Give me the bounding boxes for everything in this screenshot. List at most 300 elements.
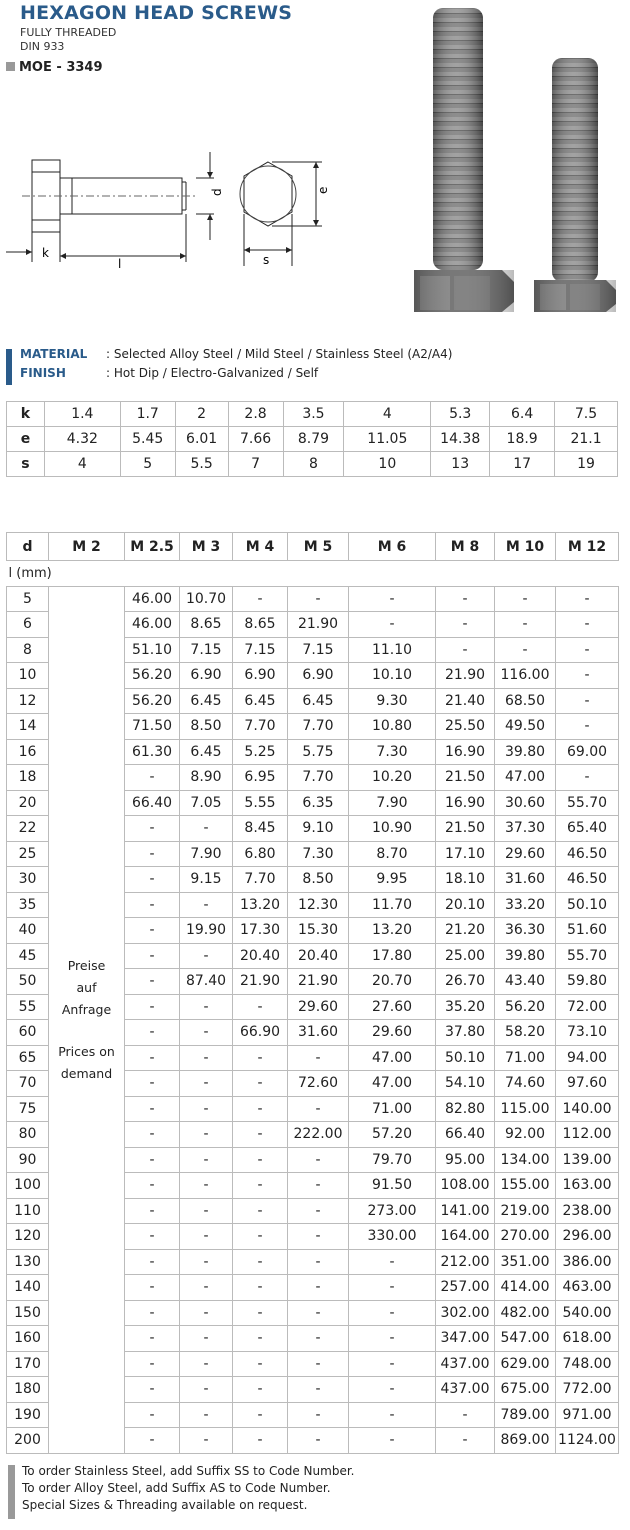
price-cell: 56.20 xyxy=(495,994,556,1020)
price-cell: 61.30 xyxy=(125,739,180,765)
length-cell: 6 xyxy=(7,612,49,638)
price-cell: 547.00 xyxy=(495,1326,556,1352)
price-cell: 219.00 xyxy=(495,1198,556,1224)
price-cell: 36.30 xyxy=(495,918,556,944)
price-cell: - xyxy=(180,1020,233,1046)
price-cell: 94.00 xyxy=(556,1045,619,1071)
dimension-cell: 8 xyxy=(283,452,344,477)
price-cell: - xyxy=(233,1351,288,1377)
price-cell: 7.70 xyxy=(233,867,288,893)
footer-note: Special Sizes & Threading available on request. xyxy=(22,1498,308,1512)
dimension-cell: 8.79 xyxy=(283,427,344,452)
price-cell: 141.00 xyxy=(436,1198,495,1224)
price-cell: 112.00 xyxy=(556,1122,619,1148)
price-cell: - xyxy=(233,1300,288,1326)
dimension-row-label: s xyxy=(7,452,45,477)
price-cell: 21.90 xyxy=(288,969,349,995)
price-cell: - xyxy=(233,1122,288,1148)
length-cell: 65 xyxy=(7,1045,49,1071)
dimension-row xyxy=(7,452,618,477)
price-cell: 65.40 xyxy=(556,816,619,842)
price-cell: 66.40 xyxy=(125,790,180,816)
price-cell: - xyxy=(180,1428,233,1454)
footer-notes xyxy=(8,1463,622,1514)
price-cell: - xyxy=(125,1249,180,1275)
price-cell: 71.00 xyxy=(349,1096,436,1122)
dimension-cell: 5.5 xyxy=(175,452,228,477)
price-cell: - xyxy=(288,1045,349,1071)
length-cell: 8 xyxy=(7,637,49,663)
dimension-cell: 5.45 xyxy=(120,427,175,452)
price-cell: - xyxy=(556,637,619,663)
spec-row-finish xyxy=(20,366,318,380)
price-cell: 72.00 xyxy=(556,994,619,1020)
price-cell: 16.90 xyxy=(436,739,495,765)
price-cell: 7.30 xyxy=(349,739,436,765)
price-cell: 33.20 xyxy=(495,892,556,918)
price-cell: 11.70 xyxy=(349,892,436,918)
length-cell: 10 xyxy=(7,663,49,689)
price-cell: 43.40 xyxy=(495,969,556,995)
price-cell: - xyxy=(180,1249,233,1275)
price-cell: 10.90 xyxy=(349,816,436,842)
dimension-cell: 17 xyxy=(490,452,555,477)
price-cell: 540.00 xyxy=(556,1300,619,1326)
price-cell: - xyxy=(288,1300,349,1326)
length-cell: 40 xyxy=(7,918,49,944)
dimension-cell: 3.5 xyxy=(283,402,344,427)
price-cell: - xyxy=(288,586,349,612)
price-cell: 9.95 xyxy=(349,867,436,893)
length-cell: 140 xyxy=(7,1275,49,1301)
price-cell: 66.40 xyxy=(436,1122,495,1148)
price-cell: - xyxy=(233,1275,288,1301)
price-cell: - xyxy=(125,1224,180,1250)
price-cell: 79.70 xyxy=(349,1147,436,1173)
price-cell: 17.30 xyxy=(233,918,288,944)
price-cell: 273.00 xyxy=(349,1198,436,1224)
price-cell: 6.90 xyxy=(288,663,349,689)
price-cell: 7.70 xyxy=(288,765,349,791)
price-cell: - xyxy=(556,714,619,740)
dimension-cell: 21.1 xyxy=(555,427,618,452)
price-cell: - xyxy=(180,1351,233,1377)
price-cell: 51.10 xyxy=(125,637,180,663)
note-german: Preise auf Anfrage xyxy=(61,957,112,1017)
price-cell: - xyxy=(233,1147,288,1173)
price-cell: - xyxy=(125,1122,180,1148)
size-column-header: M 10 xyxy=(495,533,556,561)
dimension-cell: 7 xyxy=(228,452,283,477)
product-code xyxy=(6,60,103,75)
price-cell: 8.50 xyxy=(288,867,349,893)
price-cell: 10.20 xyxy=(349,765,436,791)
dimension-cell: 5.3 xyxy=(431,402,490,427)
price-cell: - xyxy=(495,612,556,638)
length-cell: 100 xyxy=(7,1173,49,1199)
price-cell: - xyxy=(180,994,233,1020)
price-cell: - xyxy=(125,994,180,1020)
price-cell: 8.50 xyxy=(180,714,233,740)
price-cell: 437.00 xyxy=(436,1377,495,1403)
dimension-cell: 1.7 xyxy=(120,402,175,427)
length-cell: 130 xyxy=(7,1249,49,1275)
price-table xyxy=(6,532,619,1454)
price-cell: 134.00 xyxy=(495,1147,556,1173)
length-cell: 50 xyxy=(7,969,49,995)
dimension-row xyxy=(7,402,618,427)
price-cell: 20.10 xyxy=(436,892,495,918)
price-cell: 17.10 xyxy=(436,841,495,867)
price-cell: 37.30 xyxy=(495,816,556,842)
price-cell: - xyxy=(495,586,556,612)
price-cell: - xyxy=(436,612,495,638)
price-cell: 55.70 xyxy=(556,943,619,969)
price-cell: 21.50 xyxy=(436,816,495,842)
price-cell: - xyxy=(349,586,436,612)
price-cell: 12.30 xyxy=(288,892,349,918)
price-cell: 91.50 xyxy=(349,1173,436,1199)
length-cell: 150 xyxy=(7,1300,49,1326)
dimension-cell: 2.8 xyxy=(228,402,283,427)
price-cell: 74.60 xyxy=(495,1071,556,1097)
price-cell: - xyxy=(495,637,556,663)
price-cell: 7.90 xyxy=(180,841,233,867)
price-cell: 8.45 xyxy=(233,816,288,842)
spec-label: MATERIAL xyxy=(20,347,88,361)
price-cell: 7.70 xyxy=(288,714,349,740)
price-cell: - xyxy=(180,1173,233,1199)
length-cell: 14 xyxy=(7,714,49,740)
price-cell: 55.70 xyxy=(556,790,619,816)
dimension-cell: 10 xyxy=(344,452,431,477)
price-cell: 9.15 xyxy=(180,867,233,893)
technical-drawing xyxy=(0,140,340,280)
length-cell: 5 xyxy=(7,586,49,612)
dimension-row xyxy=(7,427,618,452)
price-cell: - xyxy=(125,1275,180,1301)
price-cell: - xyxy=(349,1428,436,1454)
size-column-header: M 8 xyxy=(436,533,495,561)
price-cell: 25.00 xyxy=(436,943,495,969)
price-cell: 29.60 xyxy=(349,1020,436,1046)
size-column-header: M 5 xyxy=(288,533,349,561)
length-cell: 80 xyxy=(7,1122,49,1148)
price-cell: 68.50 xyxy=(495,688,556,714)
price-cell: 30.60 xyxy=(495,790,556,816)
price-cell: 6.45 xyxy=(180,688,233,714)
price-cell: - xyxy=(125,816,180,842)
price-cell: 54.10 xyxy=(436,1071,495,1097)
price-cell: 6.80 xyxy=(233,841,288,867)
price-cell: - xyxy=(556,765,619,791)
price-cell: - xyxy=(180,1224,233,1250)
price-cell: - xyxy=(125,1045,180,1071)
price-cell: - xyxy=(180,816,233,842)
price-cell: 39.80 xyxy=(495,943,556,969)
price-cell: 50.10 xyxy=(556,892,619,918)
footer-note: To order Stainless Steel, add Suffix SS to Code Number. xyxy=(22,1464,355,1478)
price-cell: - xyxy=(233,1377,288,1403)
length-cell: 190 xyxy=(7,1402,49,1428)
dimension-cell: 4 xyxy=(344,402,431,427)
price-cell: - xyxy=(180,1300,233,1326)
price-cell: - xyxy=(349,1326,436,1352)
length-cell: 110 xyxy=(7,1198,49,1224)
price-cell: - xyxy=(556,663,619,689)
price-cell: 270.00 xyxy=(495,1224,556,1250)
length-cell: 22 xyxy=(7,816,49,842)
price-cell: 15.30 xyxy=(288,918,349,944)
length-cell: 90 xyxy=(7,1147,49,1173)
price-cell: - xyxy=(125,1326,180,1352)
price-cell: 20.70 xyxy=(349,969,436,995)
price-cell: 8.70 xyxy=(349,841,436,867)
price-cell: - xyxy=(288,1224,349,1250)
corner-cell: d xyxy=(7,533,49,561)
price-cell: 7.90 xyxy=(349,790,436,816)
size-column-header: M 12 xyxy=(556,533,619,561)
price-cell: 95.00 xyxy=(436,1147,495,1173)
length-cell: 12 xyxy=(7,688,49,714)
dimension-cell: 19 xyxy=(555,452,618,477)
price-cell: 351.00 xyxy=(495,1249,556,1275)
price-cell: 47.00 xyxy=(349,1071,436,1097)
price-cell: - xyxy=(125,1402,180,1428)
size-column-header: M 4 xyxy=(233,533,288,561)
price-cell: - xyxy=(180,1377,233,1403)
price-cell: 6.90 xyxy=(180,663,233,689)
price-cell: 49.50 xyxy=(495,714,556,740)
price-cell: - xyxy=(349,1275,436,1301)
price-cell: 21.90 xyxy=(233,969,288,995)
price-cell: - xyxy=(349,1377,436,1403)
price-cell: 20.40 xyxy=(233,943,288,969)
dimension-cell: 5 xyxy=(120,452,175,477)
dimension-row-label: k xyxy=(7,402,45,427)
price-cell: - xyxy=(288,1096,349,1122)
price-cell: 414.00 xyxy=(495,1275,556,1301)
price-cell: 25.50 xyxy=(436,714,495,740)
page-title: HEXAGON HEAD SCREWS xyxy=(20,2,293,24)
price-cell: 21.90 xyxy=(288,612,349,638)
price-cell: - xyxy=(125,867,180,893)
price-cell: 47.00 xyxy=(495,765,556,791)
price-cell: - xyxy=(288,1173,349,1199)
price-cell: 13.20 xyxy=(349,918,436,944)
price-cell: - xyxy=(180,1045,233,1071)
price-header-row xyxy=(7,533,619,561)
length-cell: 75 xyxy=(7,1096,49,1122)
price-cell: 482.00 xyxy=(495,1300,556,1326)
price-cell: 108.00 xyxy=(436,1173,495,1199)
price-cell: 257.00 xyxy=(436,1275,495,1301)
dimension-cell: 7.66 xyxy=(228,427,283,452)
price-cell: - xyxy=(180,1402,233,1428)
price-cell: 6.45 xyxy=(288,688,349,714)
price-cell: 629.00 xyxy=(495,1351,556,1377)
price-cell: 71.00 xyxy=(495,1045,556,1071)
price-cell: 71.50 xyxy=(125,714,180,740)
length-cell: 16 xyxy=(7,739,49,765)
price-cell: - xyxy=(349,612,436,638)
price-cell: - xyxy=(233,1071,288,1097)
price-cell: 222.00 xyxy=(288,1122,349,1148)
product-code-text: MOE - 3349 xyxy=(19,60,103,75)
price-cell: - xyxy=(288,1402,349,1428)
price-cell: 772.00 xyxy=(556,1377,619,1403)
price-cell: - xyxy=(436,586,495,612)
price-cell: 66.90 xyxy=(233,1020,288,1046)
price-cell: 92.00 xyxy=(495,1122,556,1148)
size-column-header: M 6 xyxy=(349,533,436,561)
dimension-cell: 4.32 xyxy=(44,427,120,452)
length-cell: 45 xyxy=(7,943,49,969)
dimension-cell: 18.9 xyxy=(490,427,555,452)
price-cell: 10.10 xyxy=(349,663,436,689)
price-cell: - xyxy=(233,1198,288,1224)
price-cell: 8.65 xyxy=(233,612,288,638)
price-cell: 302.00 xyxy=(436,1300,495,1326)
price-cell: 51.60 xyxy=(556,918,619,944)
dimension-cell: 14.38 xyxy=(431,427,490,452)
footer-note: To order Alloy Steel, add Suffix AS to Code Number. xyxy=(22,1481,331,1495)
price-cell: - xyxy=(436,1402,495,1428)
note-english: Prices on demand xyxy=(58,1043,115,1081)
price-cell: 46.00 xyxy=(125,612,180,638)
page-subtitle: FULLY THREADED xyxy=(20,26,117,39)
price-cell: 164.00 xyxy=(436,1224,495,1250)
price-cell: 21.50 xyxy=(436,765,495,791)
price-cell: - xyxy=(436,637,495,663)
price-cell: 330.00 xyxy=(349,1224,436,1250)
spec-label: FINISH xyxy=(20,366,66,380)
price-cell: 789.00 xyxy=(495,1402,556,1428)
price-cell: 29.60 xyxy=(288,994,349,1020)
price-cell: 155.00 xyxy=(495,1173,556,1199)
price-cell: - xyxy=(180,1198,233,1224)
dimension-cell: 2 xyxy=(175,402,228,427)
price-cell: 163.00 xyxy=(556,1173,619,1199)
price-cell: 386.00 xyxy=(556,1249,619,1275)
length-cell: 160 xyxy=(7,1326,49,1352)
length-cell: 60 xyxy=(7,1020,49,1046)
price-cell: 31.60 xyxy=(495,867,556,893)
price-cell: 6.45 xyxy=(180,739,233,765)
dim-e-label: e xyxy=(316,186,330,194)
dimension-cell: 11.05 xyxy=(344,427,431,452)
price-cell: - xyxy=(556,688,619,714)
dimensions-table xyxy=(6,401,618,477)
length-cell: 200 xyxy=(7,1428,49,1454)
price-cell: - xyxy=(125,969,180,995)
price-cell: - xyxy=(125,1173,180,1199)
price-cell: - xyxy=(556,586,619,612)
price-cell: - xyxy=(180,1326,233,1352)
price-cell: 296.00 xyxy=(556,1224,619,1250)
price-cell: 675.00 xyxy=(495,1377,556,1403)
price-cell: 11.10 xyxy=(349,637,436,663)
price-cell: - xyxy=(233,1249,288,1275)
size-column-header: M 3 xyxy=(180,533,233,561)
price-cell: - xyxy=(180,1275,233,1301)
dim-k-label: k xyxy=(42,246,49,260)
price-cell: - xyxy=(288,1351,349,1377)
price-cell: - xyxy=(125,765,180,791)
price-cell: 21.40 xyxy=(436,688,495,714)
price-cell: 73.10 xyxy=(556,1020,619,1046)
spec-value: : Hot Dip / Electro-Galvanized / Self xyxy=(106,366,319,380)
price-cell: 115.00 xyxy=(495,1096,556,1122)
price-cell: - xyxy=(180,892,233,918)
footer-accent-bar xyxy=(8,1465,15,1519)
price-cell: - xyxy=(125,1198,180,1224)
price-cell: 212.00 xyxy=(436,1249,495,1275)
dim-d-label: d xyxy=(210,188,224,196)
price-cell: - xyxy=(180,1096,233,1122)
price-cell: - xyxy=(125,1377,180,1403)
length-cell: 20 xyxy=(7,790,49,816)
price-cell: 10.80 xyxy=(349,714,436,740)
dim-s-label: s xyxy=(263,253,270,267)
price-cell: 238.00 xyxy=(556,1198,619,1224)
price-on-demand-note xyxy=(49,586,125,1453)
price-cell: - xyxy=(349,1249,436,1275)
price-cell: 5.75 xyxy=(288,739,349,765)
price-cell: 748.00 xyxy=(556,1351,619,1377)
dimension-cell: 7.5 xyxy=(555,402,618,427)
price-cell: 26.70 xyxy=(436,969,495,995)
price-cell: 463.00 xyxy=(556,1275,619,1301)
price-cell: 7.15 xyxy=(233,637,288,663)
price-cell: 21.20 xyxy=(436,918,495,944)
price-cell: 347.00 xyxy=(436,1326,495,1352)
note-spacer xyxy=(49,1021,124,1041)
price-cell: - xyxy=(180,943,233,969)
price-cell: - xyxy=(349,1300,436,1326)
size-column-header: M 2 xyxy=(49,533,125,561)
price-cell: - xyxy=(125,1020,180,1046)
dimension-cell: 4 xyxy=(44,452,120,477)
size-column-header: M 2.5 xyxy=(125,533,180,561)
price-cell: 82.80 xyxy=(436,1096,495,1122)
dimension-cell: 6.4 xyxy=(490,402,555,427)
price-cell: 46.50 xyxy=(556,841,619,867)
dimension-cell: 13 xyxy=(431,452,490,477)
price-cell: 116.00 xyxy=(495,663,556,689)
price-cell: 6.90 xyxy=(233,663,288,689)
price-cell: 618.00 xyxy=(556,1326,619,1352)
price-cell: - xyxy=(288,1147,349,1173)
price-cell: - xyxy=(233,1326,288,1352)
price-cell: - xyxy=(180,1071,233,1097)
unit-row xyxy=(7,561,619,587)
price-cell: - xyxy=(233,1224,288,1250)
price-cell: - xyxy=(349,1351,436,1377)
price-cell: - xyxy=(288,1249,349,1275)
price-cell: - xyxy=(288,1275,349,1301)
length-cell: 70 xyxy=(7,1071,49,1097)
price-cell: 87.40 xyxy=(180,969,233,995)
price-cell: - xyxy=(556,612,619,638)
dimension-cell: 6.01 xyxy=(175,427,228,452)
price-cell: 7.70 xyxy=(233,714,288,740)
price-cell: 13.20 xyxy=(233,892,288,918)
price-cell: 72.60 xyxy=(288,1071,349,1097)
price-cell: - xyxy=(180,1147,233,1173)
price-row xyxy=(7,586,619,612)
price-cell: 37.80 xyxy=(436,1020,495,1046)
